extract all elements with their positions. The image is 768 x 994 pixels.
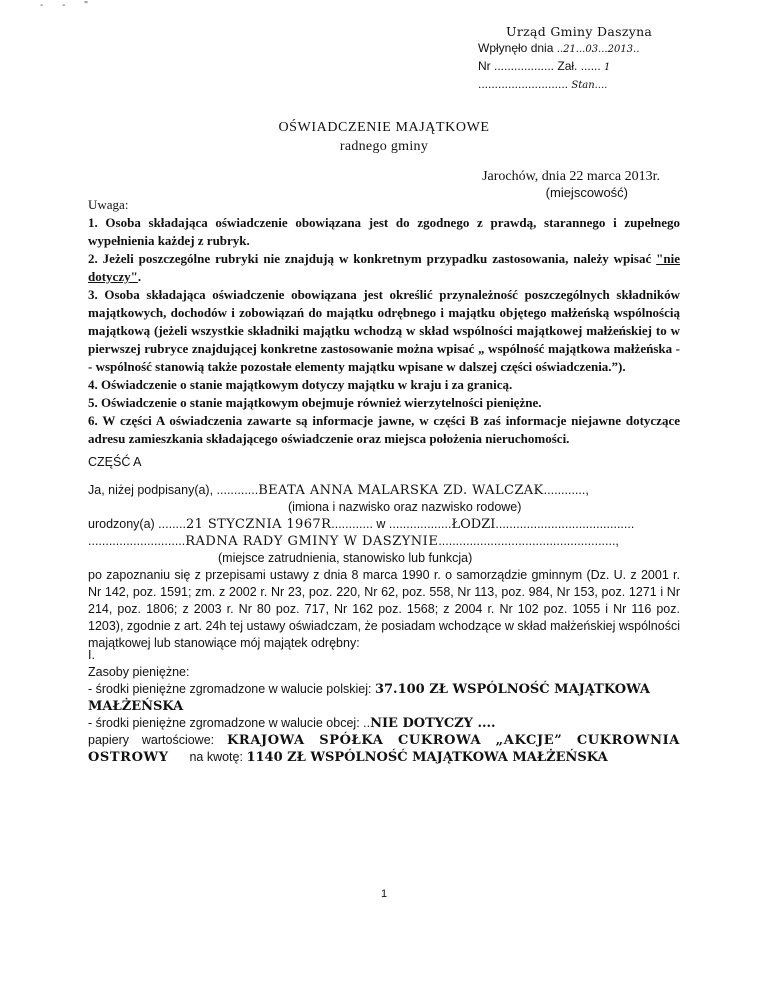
note-item-3: 3. Osoba składająca oświadczenie obowiązana jest określić przynależność poszczególnych składników majątkowych, dochodów i zobowiązań do majątku odrębnego i majątku objętego małżeńską wspólnością majątkową (jeżeli wszystkie składniki majątku wchodzą w skład wspólności majątkowej małżeńskiej to w pierwszej rubryce znajdującej konkretne zastosowanie można wpisać „ wspólność majątkowa małżeńska -- wspólność stanowią także pozostałe elementy majątku wpisane w dalszej części oświadczenia.”). — [88, 287, 680, 374]
pln-funds-value: 37.100 ZŁ WSPÓLNOŚĆ MAJĄTKOWA MAŁŻEŃSKA — [88, 682, 650, 714]
stamp-zal-label: Zał. ...... — [557, 59, 601, 73]
foreign-funds-label: - środki pieniężne zgromadzone w walucie obcej: .. — [88, 716, 371, 730]
name-caption: (imiona i nazwisko oraz nazwisko rodowe) — [288, 500, 522, 514]
notes-heading: Uwaga: — [88, 197, 129, 212]
stamp-zal-value: 1 — [604, 62, 611, 73]
stamp-sign-row — [478, 76, 678, 94]
declarant-name: BEATA ANNA MALARSKA ZD. WALCZAK — [258, 483, 544, 498]
note-item-6: 6. W części A oświadczenia zawarte są informacje jawne, w części B zaś informacje niejawne dotyczące adresu zamieszkania składającego oświadczenie oraz miejsca położenia nieruchomości. — [88, 413, 680, 446]
declarant-prefix: Ja, niżej podpisany(a), ............ — [88, 483, 259, 497]
stamp-nr-label: Nr .................. — [478, 59, 555, 73]
foreign-funds-value: NIE DOTYCZY .... — [370, 716, 496, 731]
occupation-prefix: ............................ — [88, 534, 186, 548]
place-caption: (miejscowość) — [545, 185, 628, 200]
notes-block — [88, 196, 680, 448]
note-item-2-text: 2. Jeżeli poszczególne rubryki nie znajdują w konkretnym przypadku zastosowania, należy wpisać — [88, 251, 657, 266]
occupation-line — [88, 533, 680, 550]
stamp-nr-row — [478, 58, 678, 76]
stamp-received-label: Wpłynęło dnia — [478, 41, 554, 55]
foreign-funds-row — [88, 715, 680, 732]
birth-line — [88, 516, 680, 533]
registration-stamp — [478, 24, 678, 94]
securities-value: KRAJOWA SPÓŁKA CUKROWA „AKCJE” CUKROWNIA OSTROWY — [88, 733, 680, 765]
declaration-text: po zapoznaniu się z przepisami ustawy z dnia 8 marca 1990 r. o samorządzie gminnym (Dz. U. z 2001 r. Nr 142, poz. 1591; zm. z 2002 r. Nr 23, poz. 220, Nr 62, poz. 558, Nr 113, poz. 984, Nr 153, poz. 1271 i Nr 214, poz. 1806; z 2003 r. Nr 80 poz. 717, Nr 162 poz. 1568; z 2004 r. Nr 102 poz. 1055 i Nr 116 poz. 1203), zgodnie z art. 24h tej ustawy oświadczam, że posiadam wchodzące w skład małżeńskiej wspólności majątkowej lub stanowiące mój majątek odrębny: — [88, 568, 680, 650]
stamp-received-value: ..21...03...2013.. — [556, 44, 640, 55]
occupation-suffix: ..................................................., — [438, 534, 619, 548]
declarant-suffix: ............, — [543, 483, 589, 497]
section-1-heading: Zasoby pieniężne: — [88, 665, 190, 679]
stamp-received-row — [478, 40, 678, 58]
securities-row — [88, 732, 680, 766]
birth-suffix: ........................................ — [495, 517, 635, 531]
stamp-signature: Stan.... — [571, 80, 608, 91]
securities-label: papiery wartościowe: — [88, 733, 228, 747]
section-1-numeral: I. — [88, 648, 95, 662]
section-1 — [88, 647, 680, 766]
scan-marks: - - " — [40, 0, 96, 11]
note-item-2-quote: "nie dotyczy" — [88, 251, 680, 284]
note-item-1: 1. Osoba składająca oświadczenie obowiązana jest do zgodnego z prawdą, starannego i zupełnego wypełnienia każdej z rubryk. — [88, 215, 680, 248]
birth-mid: ............ w .................. — [331, 517, 452, 531]
pln-funds-label: - środki pieniężne zgromadzone w walucie polskiej: — [88, 682, 375, 696]
amount-value: 1140 ZŁ WSPÓLNOŚĆ MAJĄTKOWA MAŁŻEŃSKA — [246, 750, 608, 765]
amount-label: na kwotę: — [189, 750, 247, 764]
occupation-value: RADNA RADY GMINY W DASZYNIE — [185, 534, 439, 549]
document-title: OŚWIADCZENIE MAJĄTKOWE — [278, 120, 490, 135]
birth-date: 21 STYCZNIA 1967R — [185, 517, 332, 532]
document-subtitle: radnego gminy — [339, 139, 429, 154]
occupation-caption: (miejsce zatrudnienia, stanowisko lub funkcja) — [218, 551, 473, 565]
birth-place: ŁODZI — [451, 517, 496, 532]
place-date: Jarochów, dnia 22 marca 2013r. — [482, 169, 660, 184]
pln-funds-row — [88, 681, 680, 715]
note-item-5: 5. Oświadczenie o stanie majątkowym obejmuje również wierzytelności pieniężne. — [88, 395, 542, 410]
note-item-4: 4. Oświadczenie o stanie majątkowym dotyczy majątku w kraju i za granicą. — [88, 377, 513, 392]
stamp-sign-line: ........................... — [478, 77, 569, 91]
stamp-office: Urząd Gminy Daszyna — [506, 24, 653, 39]
page-number: 1 — [380, 888, 388, 900]
note-item-2-end: . — [137, 269, 142, 284]
note-item-2 — [88, 250, 680, 286]
declarant-line — [88, 482, 680, 499]
part-a-heading: CZĘŚĆ A — [88, 455, 142, 469]
birth-prefix: urodzony(a) ........ — [88, 517, 186, 531]
